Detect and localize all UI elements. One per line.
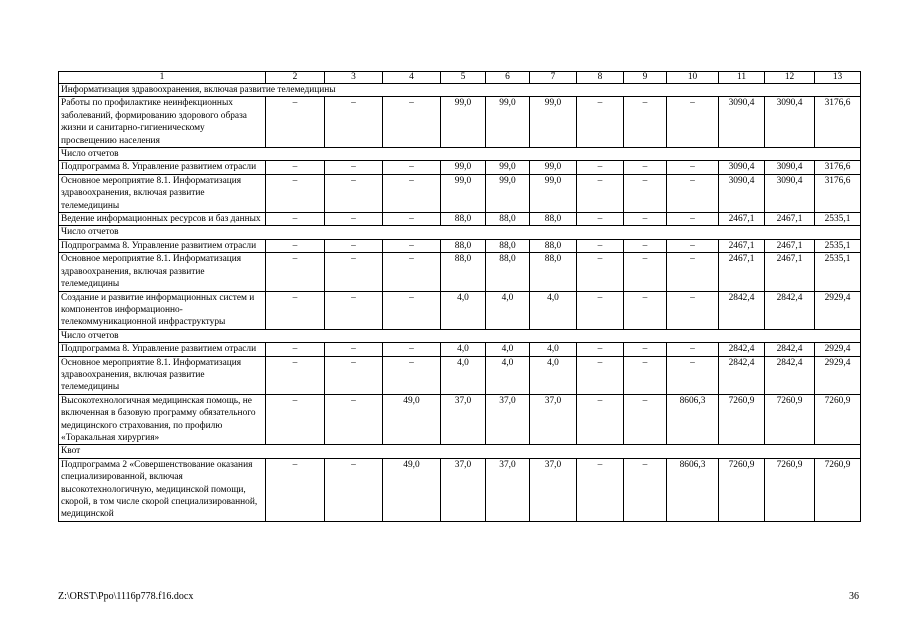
table-cell: –	[325, 356, 383, 394]
table-cell: –	[624, 213, 667, 226]
table-cell: 4,0	[486, 291, 530, 329]
table-cell: –	[624, 97, 667, 148]
table-cell: –	[667, 291, 719, 329]
table-cell: –	[624, 161, 667, 174]
table-cell: 7260,9	[765, 394, 815, 445]
table-cell: 7260,9	[815, 458, 861, 521]
table-cell: –	[624, 174, 667, 212]
table-cell: 4,0	[530, 356, 577, 394]
table-cell: 99,0	[441, 97, 486, 148]
table-body	[59, 72, 861, 522]
table-cell: 2535,1	[815, 253, 861, 291]
table-cell: 3090,4	[765, 97, 815, 148]
table-cell: –	[624, 356, 667, 394]
section-label: Число отчетов	[59, 148, 861, 161]
table-cell: –	[667, 174, 719, 212]
table-cell: 88,0	[486, 253, 530, 291]
table-cell: 7260,9	[719, 458, 765, 521]
table-cell: –	[577, 161, 624, 174]
table-cell: –	[383, 213, 441, 226]
table-cell: 4,0	[530, 291, 577, 329]
table-cell: –	[667, 161, 719, 174]
section-row	[59, 445, 861, 458]
table-cell: –	[325, 239, 383, 252]
table-cell: 49,0	[383, 458, 441, 521]
table-cell: 88,0	[441, 239, 486, 252]
section-row	[59, 329, 861, 342]
table-cell: 2929,4	[815, 343, 861, 356]
table-cell: 4,0	[486, 343, 530, 356]
table-cell: –	[383, 253, 441, 291]
table-cell: 99,0	[486, 161, 530, 174]
table-cell: 2467,1	[719, 213, 765, 226]
table-cell: 4,0	[441, 356, 486, 394]
column-number-header: 10	[667, 72, 719, 84]
table-cell: 99,0	[441, 174, 486, 212]
table-cell: 2929,4	[815, 356, 861, 394]
table-cell: –	[325, 458, 383, 521]
table-cell: –	[266, 161, 325, 174]
table-cell: 3176,6	[815, 97, 861, 148]
table-cell: 49,0	[383, 394, 441, 445]
column-number-header: 8	[577, 72, 624, 84]
row-name: Основное мероприятие 8.1. Информатизация здравоохранения, включая развитие телемедицины	[59, 174, 266, 212]
table-cell: –	[383, 174, 441, 212]
table-cell: –	[577, 458, 624, 521]
table-row	[59, 174, 861, 212]
row-name: Подпрограмма 2 «Совершенствование оказания специализированной, включая высокотехнологичную, медицинской помощи, скорой, в том числе скорой специализированной, медицинской	[59, 458, 266, 521]
table-cell: 2467,1	[719, 253, 765, 291]
table-cell: –	[624, 343, 667, 356]
table-cell: 88,0	[486, 213, 530, 226]
table-cell: 3176,6	[815, 161, 861, 174]
table-cell: 88,0	[530, 253, 577, 291]
table-cell: 4,0	[530, 343, 577, 356]
table-row	[59, 343, 861, 356]
table-row	[59, 394, 861, 445]
table-cell: –	[577, 356, 624, 394]
table-cell: –	[325, 253, 383, 291]
section-label: Квот	[59, 445, 861, 458]
table-cell: 99,0	[530, 161, 577, 174]
column-number-header: 9	[624, 72, 667, 84]
table-cell: 2842,4	[765, 343, 815, 356]
table-cell: –	[266, 213, 325, 226]
table-cell: –	[325, 343, 383, 356]
table-cell: 2535,1	[815, 213, 861, 226]
table-cell: –	[383, 161, 441, 174]
table-cell: –	[624, 291, 667, 329]
table-cell: 2467,1	[765, 253, 815, 291]
column-number-header: 5	[441, 72, 486, 84]
table-row	[59, 253, 861, 291]
table-cell: 4,0	[441, 291, 486, 329]
table-cell: 7260,9	[765, 458, 815, 521]
table-cell: –	[624, 458, 667, 521]
table-cell: 2929,4	[815, 291, 861, 329]
table-cell: –	[667, 253, 719, 291]
table-cell: –	[325, 213, 383, 226]
table-cell: 37,0	[486, 458, 530, 521]
table-cell: –	[266, 174, 325, 212]
table-cell: –	[383, 343, 441, 356]
table-cell: 8606,3	[667, 394, 719, 445]
section-label: Число отчетов	[59, 329, 861, 342]
page-number: 36	[849, 591, 859, 602]
row-name: Ведение информационных ресурсов и баз данных	[59, 213, 266, 226]
table-cell: 3090,4	[719, 174, 765, 212]
table-cell: –	[577, 97, 624, 148]
table-cell: 37,0	[486, 394, 530, 445]
table-cell: –	[667, 213, 719, 226]
table-cell: –	[577, 394, 624, 445]
table-cell: –	[667, 97, 719, 148]
section-label: Информатизация здравоохранения, включая развитие телемедицины	[59, 84, 861, 97]
table-cell: 2842,4	[719, 291, 765, 329]
column-number-header: 2	[266, 72, 325, 84]
table-cell: –	[624, 239, 667, 252]
table-cell: 7260,9	[815, 394, 861, 445]
column-number-header: 12	[765, 72, 815, 84]
table-cell: –	[667, 356, 719, 394]
table-cell: –	[577, 174, 624, 212]
table-cell: 2842,4	[765, 356, 815, 394]
table-cell: –	[577, 213, 624, 226]
table-cell: 2842,4	[719, 356, 765, 394]
table-row	[59, 291, 861, 329]
table-cell: 99,0	[530, 174, 577, 212]
table-cell: 3176,6	[815, 174, 861, 212]
header-row	[59, 72, 861, 84]
row-name: Основное мероприятие 8.1. Информатизация здравоохранения, включая развитие телемедицины	[59, 356, 266, 394]
table-cell: –	[325, 394, 383, 445]
table-cell: –	[266, 97, 325, 148]
table-cell: –	[667, 239, 719, 252]
table-cell: 99,0	[530, 97, 577, 148]
table-cell: 88,0	[486, 239, 530, 252]
table-cell: –	[624, 394, 667, 445]
row-name: Создание и развитие информационных систем и компонентов информационно-телекоммуникационной инфраструктуры	[59, 291, 266, 329]
table-cell: –	[266, 394, 325, 445]
table-cell: –	[577, 291, 624, 329]
table-cell: –	[266, 343, 325, 356]
column-number-header: 1	[59, 72, 266, 84]
table-cell: 4,0	[486, 356, 530, 394]
table-cell: 2467,1	[765, 239, 815, 252]
table-row	[59, 97, 861, 148]
table-cell: 3090,4	[765, 161, 815, 174]
table-row	[59, 458, 861, 521]
table-cell: –	[325, 161, 383, 174]
row-name: Работы по профилактике неинфекционных заболеваний, формированию здорового образа жизни и санитарно-гигиеническому просвещению населения	[59, 97, 266, 148]
table-cell: –	[266, 291, 325, 329]
table-cell: 2467,1	[719, 239, 765, 252]
table-cell: 88,0	[441, 213, 486, 226]
row-name: Основное мероприятие 8.1. Информатизация здравоохранения, включая развитие телемедицины	[59, 253, 266, 291]
table-row	[59, 213, 861, 226]
table-cell: –	[325, 97, 383, 148]
table-cell: –	[266, 239, 325, 252]
table-cell: 88,0	[530, 213, 577, 226]
section-label: Число отчетов	[59, 226, 861, 239]
column-number-header: 13	[815, 72, 861, 84]
table-cell: 88,0	[441, 253, 486, 291]
column-number-header: 4	[383, 72, 441, 84]
table-row	[59, 239, 861, 252]
column-number-header: 6	[486, 72, 530, 84]
table-cell: –	[624, 253, 667, 291]
column-number-header: 7	[530, 72, 577, 84]
row-name: Высокотехнологичная медицинская помощь, не включенная в базовую программу обязательного медицинского страхования, по профилю «Торакальная хирургия»	[59, 394, 266, 445]
table-cell: 99,0	[441, 161, 486, 174]
table-cell: 2535,1	[815, 239, 861, 252]
section-row	[59, 226, 861, 239]
table-cell: –	[325, 174, 383, 212]
table-cell: –	[266, 253, 325, 291]
section-row	[59, 84, 861, 97]
table-cell: –	[577, 343, 624, 356]
table-row	[59, 161, 861, 174]
table-cell: 7260,9	[719, 394, 765, 445]
table-cell: 2842,4	[765, 291, 815, 329]
table-cell: 8606,3	[667, 458, 719, 521]
table-cell: 4,0	[441, 343, 486, 356]
table-cell: –	[266, 356, 325, 394]
table-cell: –	[667, 343, 719, 356]
row-name: Подпрограмма 8. Управление развитием отрасли	[59, 343, 266, 356]
table-cell: 37,0	[530, 394, 577, 445]
table-row	[59, 356, 861, 394]
table-cell: –	[383, 239, 441, 252]
table-cell: 3090,4	[719, 161, 765, 174]
table-cell: 3090,4	[719, 97, 765, 148]
table-cell: 99,0	[486, 97, 530, 148]
table-cell: 37,0	[530, 458, 577, 521]
table-cell: 37,0	[441, 458, 486, 521]
table-cell: –	[577, 239, 624, 252]
row-name: Подпрограмма 8. Управление развитием отрасли	[59, 239, 266, 252]
table-cell: 2467,1	[765, 213, 815, 226]
table-cell: –	[325, 291, 383, 329]
table-cell: –	[383, 291, 441, 329]
row-name: Подпрограмма 8. Управление развитием отрасли	[59, 161, 266, 174]
section-row	[59, 148, 861, 161]
table-cell: 99,0	[486, 174, 530, 212]
table-cell: 37,0	[441, 394, 486, 445]
file-path: Z:\ORST\Ppo\1116p778.f16.docx	[58, 591, 194, 602]
table-cell: 2842,4	[719, 343, 765, 356]
table-cell: –	[266, 458, 325, 521]
table-cell: –	[383, 97, 441, 148]
table-cell: 88,0	[530, 239, 577, 252]
column-number-header: 11	[719, 72, 765, 84]
table-cell: –	[383, 356, 441, 394]
budget-table	[58, 71, 861, 522]
table-cell: 3090,4	[765, 174, 815, 212]
column-number-header: 3	[325, 72, 383, 84]
table-cell: –	[577, 253, 624, 291]
